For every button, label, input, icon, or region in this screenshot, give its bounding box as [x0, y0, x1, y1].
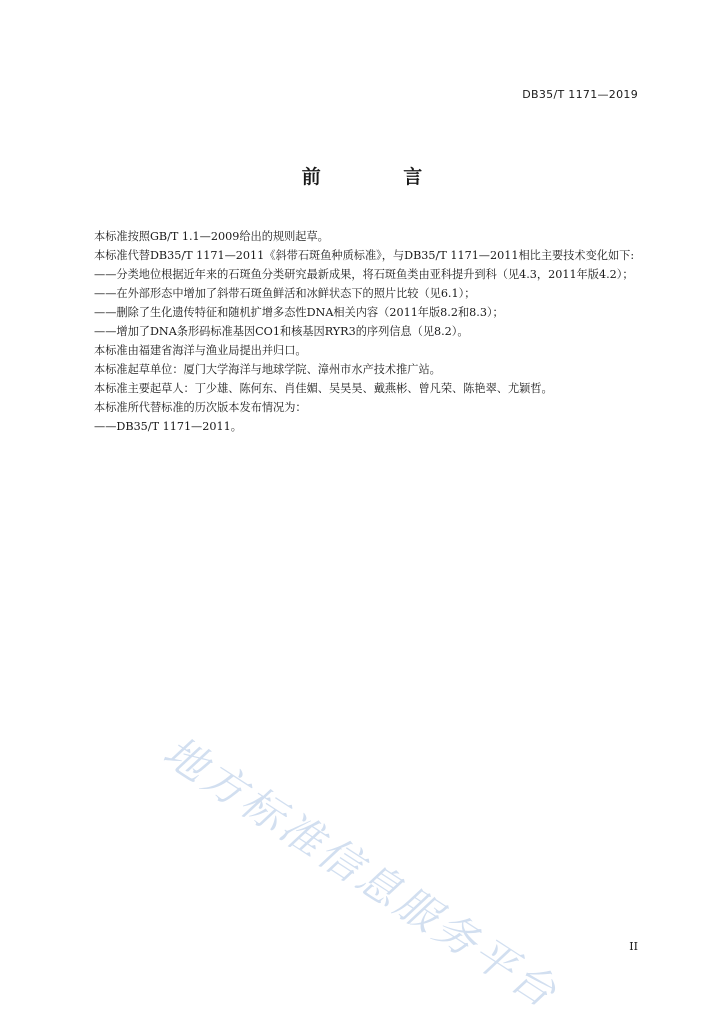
paragraph: 本标准按照GB/T 1.1—2009给出的规则起草。 — [94, 230, 329, 243]
paragraph: ——分类地位根据近年来的石斑鱼分类研究最新成果，将石斑鱼类由亚科提升到科（见4.3，2011年版4.2）； — [94, 268, 634, 281]
foreword-body — [72, 227, 638, 436]
page-number: II — [629, 940, 638, 953]
paragraph: 本标准由福建省海洋与渔业局提出并归口。 — [94, 344, 307, 357]
page-title: 前 言 — [301, 166, 461, 188]
paragraph: ——删除了生化遗传特征和随机扩增多态性DNA相关内容（2011年版8.2和8.3）； — [94, 306, 504, 319]
watermark: 地方标准信息服务平台 — [154, 726, 568, 1019]
paragraph: 本标准所代替标准的历次版本发布情况为： — [94, 401, 307, 414]
paragraph: 本标准主要起草人：丁少雄、陈何东、肖佳媚、吴昊昊、戴燕彬、曾凡荣、陈艳翠、尤颖哲。 — [94, 382, 553, 395]
paragraph: ——增加了DNA条形码标准基因CO1和核基因RYR3的序列信息（见8.2）。 — [94, 325, 469, 338]
paragraph: 本标准起草单位：厦门大学海洋与地球学院、漳州市水产技术推广站。 — [94, 363, 441, 376]
paragraph: ——DB35/T 1171—2011。 — [94, 420, 242, 433]
paragraph: ——在外部形态中增加了斜带石斑鱼鲜活和冰鲜状态下的照片比较（见6.1）； — [94, 287, 476, 300]
document-code: DB35/T 1171—2019 — [522, 88, 638, 101]
paragraph: 本标准代替DB35/T 1171—2011《斜带石斑鱼种质标准》，与DB35/T 1171—2011相比主要技术变化如下: — [94, 249, 635, 262]
